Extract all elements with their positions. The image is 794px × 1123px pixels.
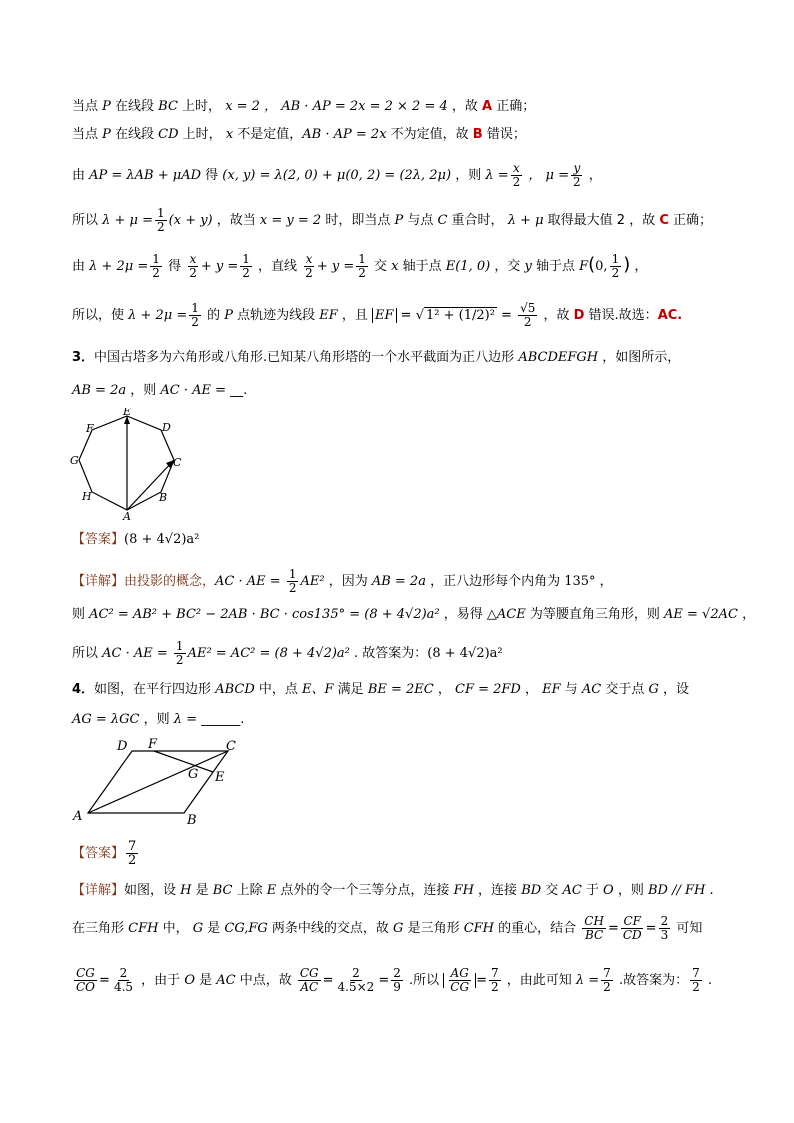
- solution-line-2: 当点 P 在线段 CD 上时， x 不是定值，AB · AP = 2x 不为定值，故 B 错误；: [72, 127, 526, 142]
- parallelogram-label-A: A: [73, 809, 83, 824]
- solution-line-5: 由 λ + 2μ = $\frac{1}{2}$ 得 $\frac{x}{2}$ + y = $\frac{1}{2}$ ，直线 $\frac{x}{2}$ + y = $\frac{1}{2}$ 交 x 轴于点 E(1, 0) ，交 y 轴于点 F(0, $\frac{1}{2}$ ) ，: [72, 252, 648, 280]
- parallelogram-label-C: C: [226, 739, 236, 754]
- octagon-label-G: G: [70, 454, 79, 467]
- parallelogram-label-G: G: [188, 767, 199, 782]
- solution-line-6: 所以，使 λ + 2μ = $\frac{1}{2}$ 的 P 点轨迹为线段 EF ，且 EF = √ 1² + (1/2)² = $\frac{√5}{2}$ ，故 D 错误.故选：AC.: [72, 301, 683, 329]
- octagon-label-H: H: [82, 490, 92, 503]
- question-3-text: 3．中国古塔多为六角形或八角形.已知某八角形塔的一个水平截面为正八边形 ABCDEFGH ，如图所示，: [72, 350, 681, 365]
- detail-3-line-1: 【详解】由投影的概念，AC · AE = $\frac{1}{2}$ AE² ，因为 AB = 2a ，正八边形每个内角为 135° ，: [72, 567, 613, 595]
- octagon-label-C: C: [173, 456, 182, 469]
- fraction: $\frac{x}{2}$: [512, 161, 521, 189]
- solution-line-1: 当点 P 在线段 BC 上时， x = 2 ， AB · AP = 2x = 2 × 2 = 4 ，故 A 正确；: [72, 99, 536, 114]
- answer-4: 【答案】 $\frac{7}{2}$: [72, 839, 137, 868]
- fraction: $\frac{y}{2}$: [573, 161, 581, 189]
- fraction: $\frac{1}{2}$: [157, 206, 165, 234]
- detail-3-line-3: 所以 AC · AE = $\frac{1}{2}$ AE² = AC² = (8 + 4√2)a² . 故答案为：(8 + 4√2)a²: [72, 639, 503, 667]
- question-4-text-line-2: AG = λGC ，则 λ = ______.: [72, 712, 245, 727]
- detail-4-line-1: 【详解】如图，设 H 是 BC 上除 E 点外的令一个三等分点，连接 FH ，连接 BD 交 AC 于 O ，则 BD // FH .: [72, 883, 714, 898]
- solution-line-4: 所以 λ + μ = $\frac{1}{2}$ (x + y) ，故当 x = y = 2 时，即当点 P 与点 C 重合时， λ + μ 取得最大值 2 ，故 C 正确；: [72, 206, 713, 234]
- parallelogram-label-E: E: [215, 770, 225, 785]
- octagon-label-B: B: [159, 491, 168, 504]
- parallelogram-label-B: B: [187, 813, 197, 828]
- detail-4-line-3: $\frac{CG}{CO}$ = $\frac{2}{4.5}$ ，由于 O 是 AC 中点，故 $\frac{CG}{AC}$ = $\frac{2}{4.5\times 2}$ = $\frac{2}{9}$ .所以 $\frac{AG}{CG}$ = $\frac{7}{2}$ ，由此可知 λ = $\frac{7}{2}$ .故答案为： $\frac{7}{2}$ .: [76, 966, 712, 994]
- answer-3: 【答案】(8 + 4√2)a²: [72, 532, 200, 547]
- octagon-label-A: A: [123, 510, 131, 522]
- octagon-label-D: D: [162, 421, 171, 434]
- octagon-label-F: F: [86, 422, 94, 435]
- solution-line-3: 由 AP = λAB + μAD 得 (x, y) = λ(2, 0) + μ(0, 2) = (2λ, 2μ) ，则 λ = $\frac{x}{2}$ ， μ = $\frac{y}{2}$ ，: [72, 161, 602, 189]
- detail-4-line-2: 在三角形 CFH 中， G 是 CG,FG 两条中线的交点，故 G 是三角形 CFH 的重心，结合 $\frac{CH}{BC}$ = $\frac{CF}{CD}$ = $\frac{2}{3}$ 可知: [72, 914, 703, 942]
- parallelogram-label-D: D: [117, 739, 128, 754]
- parallelogram-figure: [70, 734, 255, 828]
- octagon-figure: [68, 408, 198, 522]
- detail-3-line-2: 则 AC² = AB² + BC² − 2AB · BC · cos135° = (8 + 4√2)a² ，易得 △ACE 为等腰直角三角形，则 AE = √2AC ，: [72, 607, 756, 622]
- question-4-text: 4．如图，在平行四边形 ABCD 中，点 E、F 满足 BE = 2EC ， CF = 2FD ， EF 与 AC 交于点 G ，设: [72, 682, 690, 697]
- octagon-label-E: E: [123, 408, 132, 418]
- parallelogram-label-F: F: [148, 737, 158, 752]
- question-3-text-line-2: AB = 2a ，则 AC · AE = __.: [72, 383, 248, 398]
